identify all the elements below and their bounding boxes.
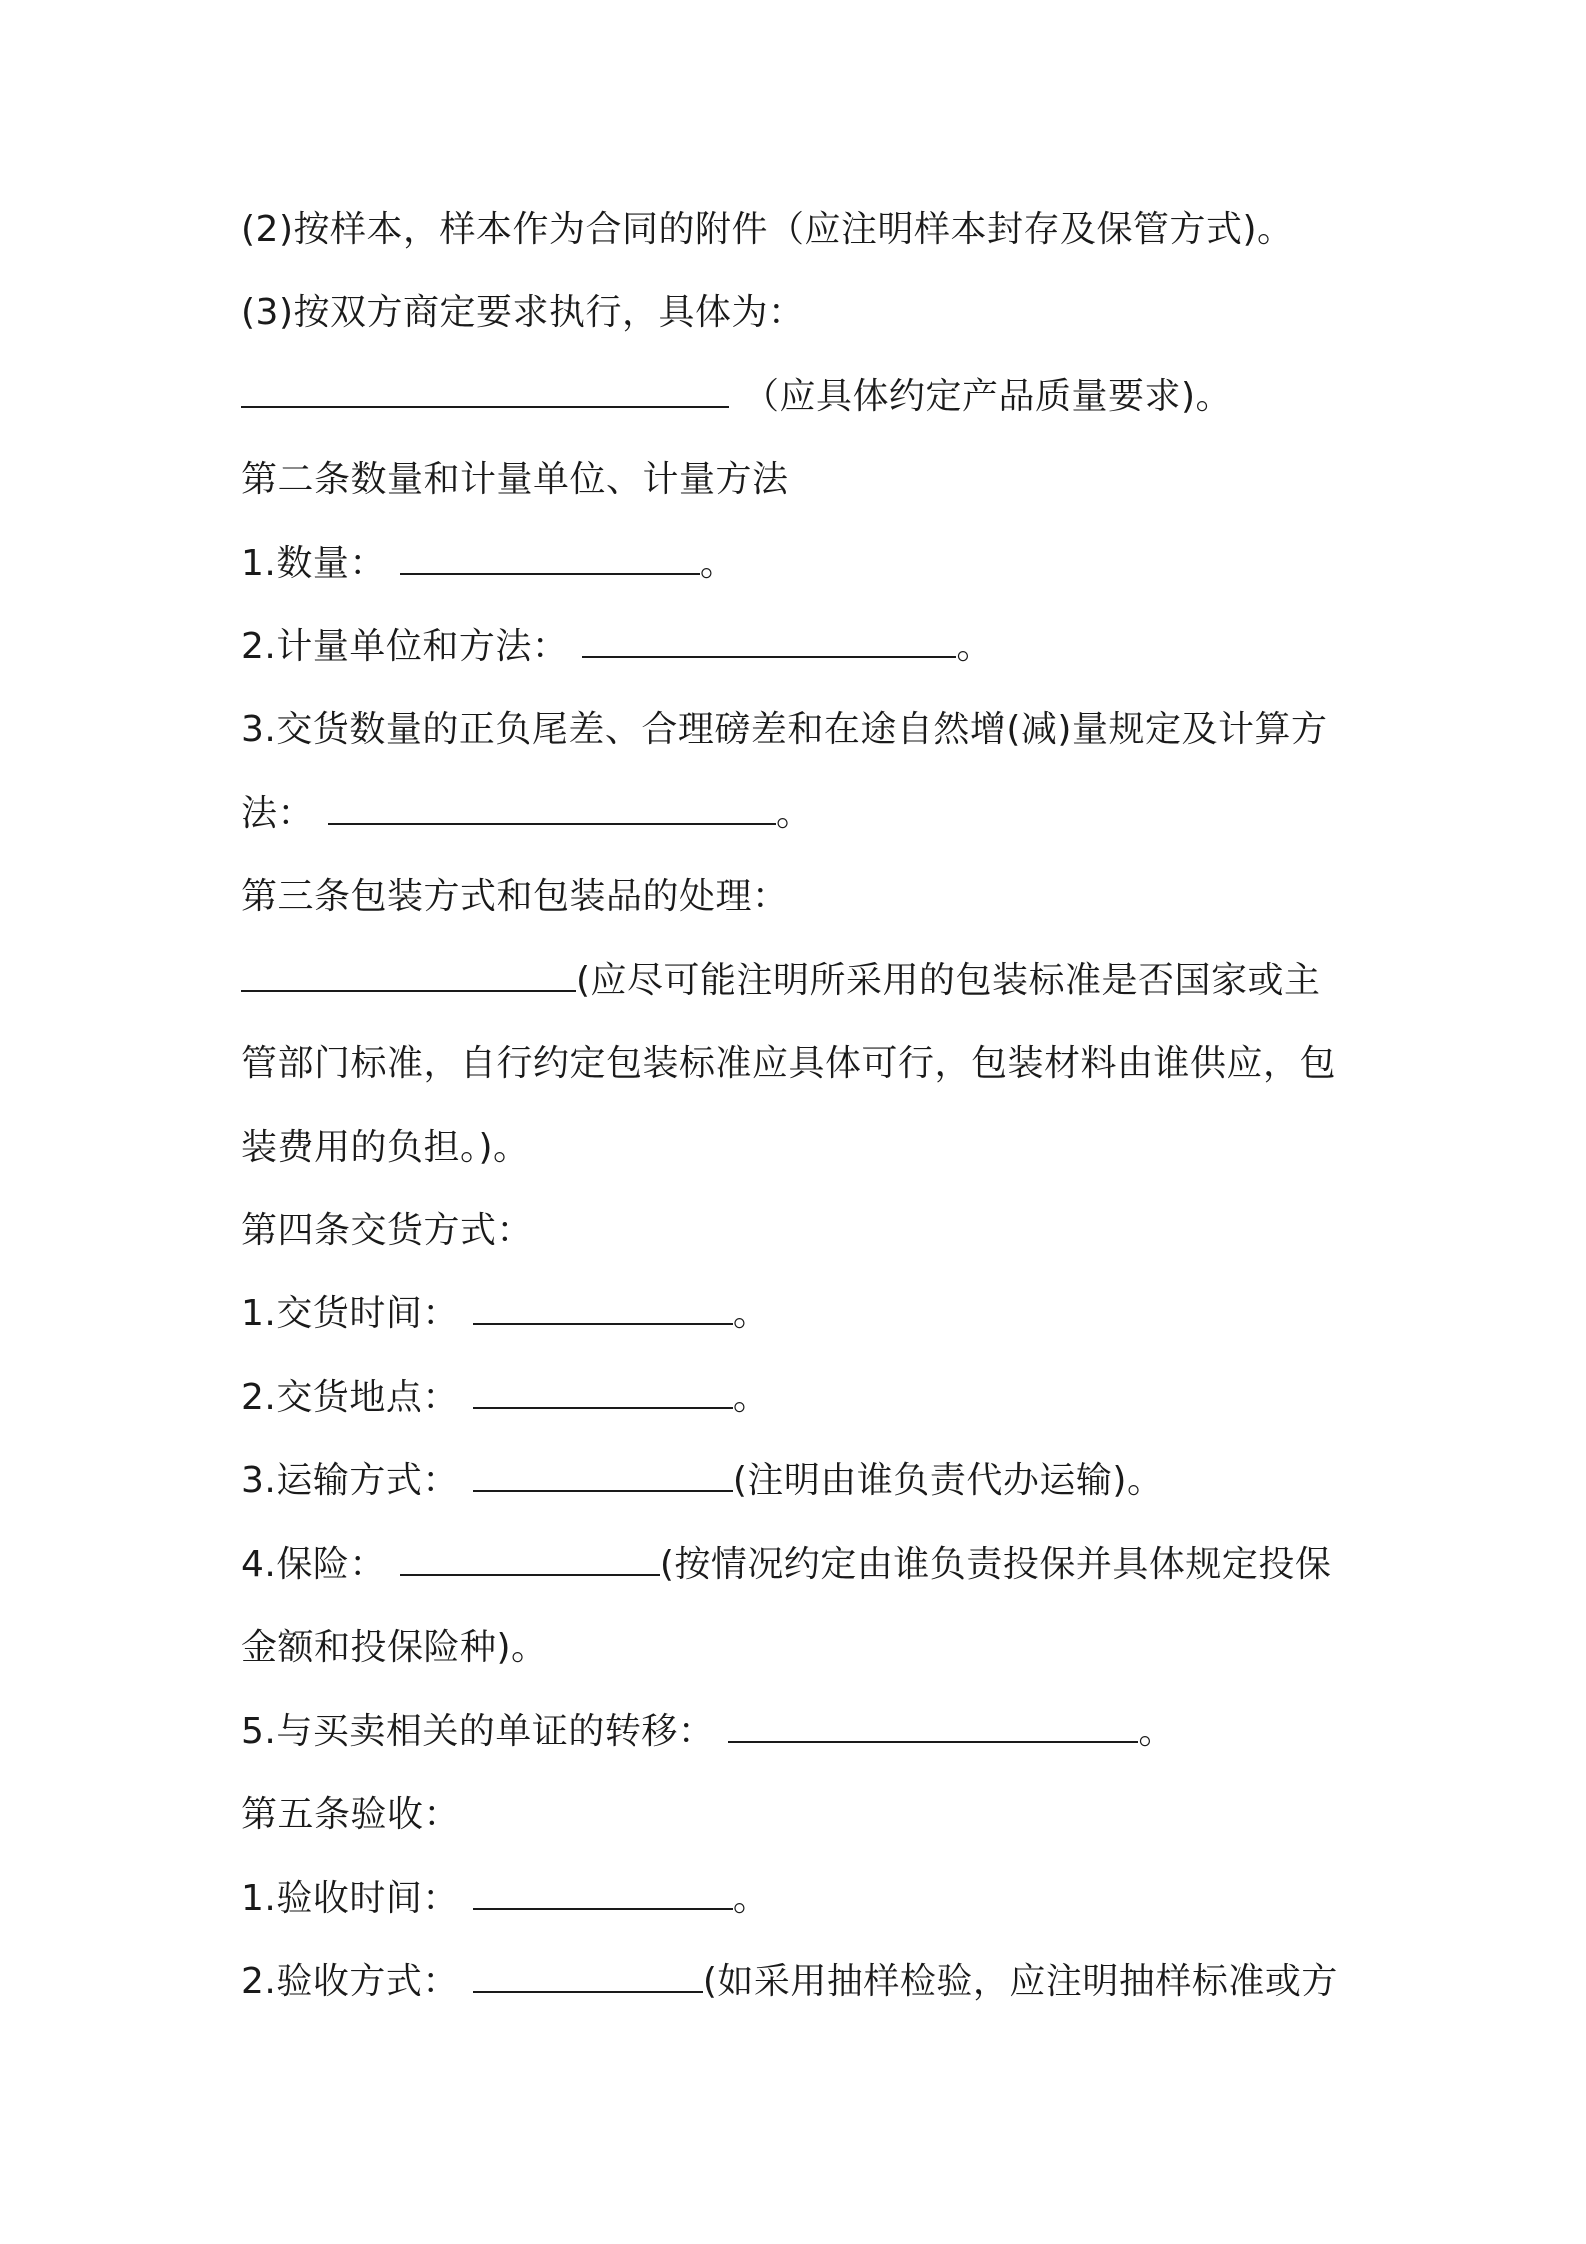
line-label: 2.计量单位和方法： — [241, 626, 569, 667]
article-2-heading — [241, 455, 1361, 505]
line-suffix: 。 — [699, 543, 737, 584]
clause-acceptance-method — [241, 1957, 1361, 2007]
section-heading: 第五条验收： — [241, 1794, 461, 1835]
line-label: 1.数量： — [241, 543, 386, 584]
line-suffix: 。 — [732, 1878, 770, 1919]
line-suffix: 。 — [956, 626, 993, 667]
tolerance-method-blank[interactable] — [328, 793, 776, 825]
clause-delivery-time — [241, 1289, 1361, 1339]
line-label: 3.运输方式： — [241, 1460, 459, 1501]
section-heading: 第二条数量和计量单位、计量方法 — [241, 459, 789, 500]
clause-packaging-cont-2 — [241, 1123, 1361, 1173]
line-label: 1.交货时间： — [241, 1293, 459, 1334]
line-text: 3.交货数量的正负尾差、合理磅差和在途自然增(减)量规定及计算方 — [241, 709, 1328, 750]
line-text: （应具体约定产品质量要求)。 — [743, 376, 1233, 417]
clause-unit-method — [241, 622, 1361, 672]
clause-document-transfer — [241, 1707, 1361, 1757]
article-3-heading — [241, 872, 1361, 922]
unit-method-blank[interactable] — [582, 626, 956, 658]
clause-delivery-place — [241, 1373, 1361, 1423]
line-text: 金额和投保险种)。 — [241, 1627, 548, 1668]
line-text: 管部门标准，自行约定包装标准应具体可行，包装材料由谁供应，包 — [241, 1043, 1337, 1084]
line-label: 2.交货地点： — [241, 1377, 459, 1418]
line-text: (3)按双方商定要求执行，具体为： — [241, 292, 805, 333]
line-suffix: 。 — [732, 1293, 770, 1334]
delivery-time-blank[interactable] — [473, 1293, 733, 1325]
clause-quality-requirement — [241, 372, 1361, 422]
quality-requirement-blank[interactable] — [241, 376, 729, 408]
clause-packaging-cont-1 — [241, 1039, 1361, 1089]
line-label: 2.验收方式： — [241, 1961, 459, 2002]
line-suffix: (如采用抽样检验，应注明抽样标准或方 — [702, 1961, 1338, 2002]
line-suffix: (按情况约定由谁负责投保并具体规定投保 — [659, 1544, 1332, 1585]
line-text: 装费用的负担。)。 — [241, 1127, 530, 1168]
transport-blank[interactable] — [473, 1460, 733, 1492]
acceptance-time-blank[interactable] — [473, 1878, 733, 1910]
document-transfer-blank[interactable] — [728, 1711, 1138, 1743]
section-heading: 第三条包装方式和包装品的处理： — [241, 876, 789, 917]
line-label: 1.验收时间： — [241, 1878, 459, 1919]
clause-packaging — [241, 956, 1361, 1006]
quantity-blank[interactable] — [400, 543, 700, 575]
article-4-heading — [241, 1206, 1361, 1256]
section-heading: 第四条交货方式： — [241, 1210, 534, 1251]
packaging-blank[interactable] — [241, 960, 576, 992]
clause-insurance-cont — [241, 1623, 1361, 1673]
clause-delivery-tolerance — [241, 705, 1361, 755]
line-suffix: (注明由谁负责代办运输)。 — [732, 1460, 1164, 1501]
clause-transport — [241, 1456, 1361, 1506]
clause-delivery-tolerance-cont — [241, 789, 1361, 839]
clause-sample-text — [241, 205, 1361, 255]
line-text: (应尽可能注明所采用的包装标准是否国家或主 — [576, 960, 1321, 1001]
delivery-place-blank[interactable] — [473, 1377, 733, 1409]
line-label: 4.保险： — [241, 1544, 386, 1585]
line-label: 法： — [241, 793, 315, 834]
acceptance-method-blank[interactable] — [473, 1961, 703, 1993]
article-5-heading — [241, 1790, 1361, 1840]
clause-insurance — [241, 1540, 1361, 1590]
clause-quantity — [241, 539, 1361, 589]
line-suffix: 。 — [776, 793, 813, 834]
line-suffix: 。 — [1138, 1711, 1175, 1752]
clause-negotiated-requirements — [241, 288, 1361, 338]
line-text: (2)按样本，样本作为合同的附件（应注明样本封存及保管方式)。 — [241, 209, 1294, 250]
insurance-blank[interactable] — [400, 1544, 660, 1576]
clause-acceptance-time — [241, 1874, 1361, 1924]
line-label: 5.与买卖相关的单证的转移： — [241, 1711, 715, 1752]
line-suffix: 。 — [732, 1377, 770, 1418]
